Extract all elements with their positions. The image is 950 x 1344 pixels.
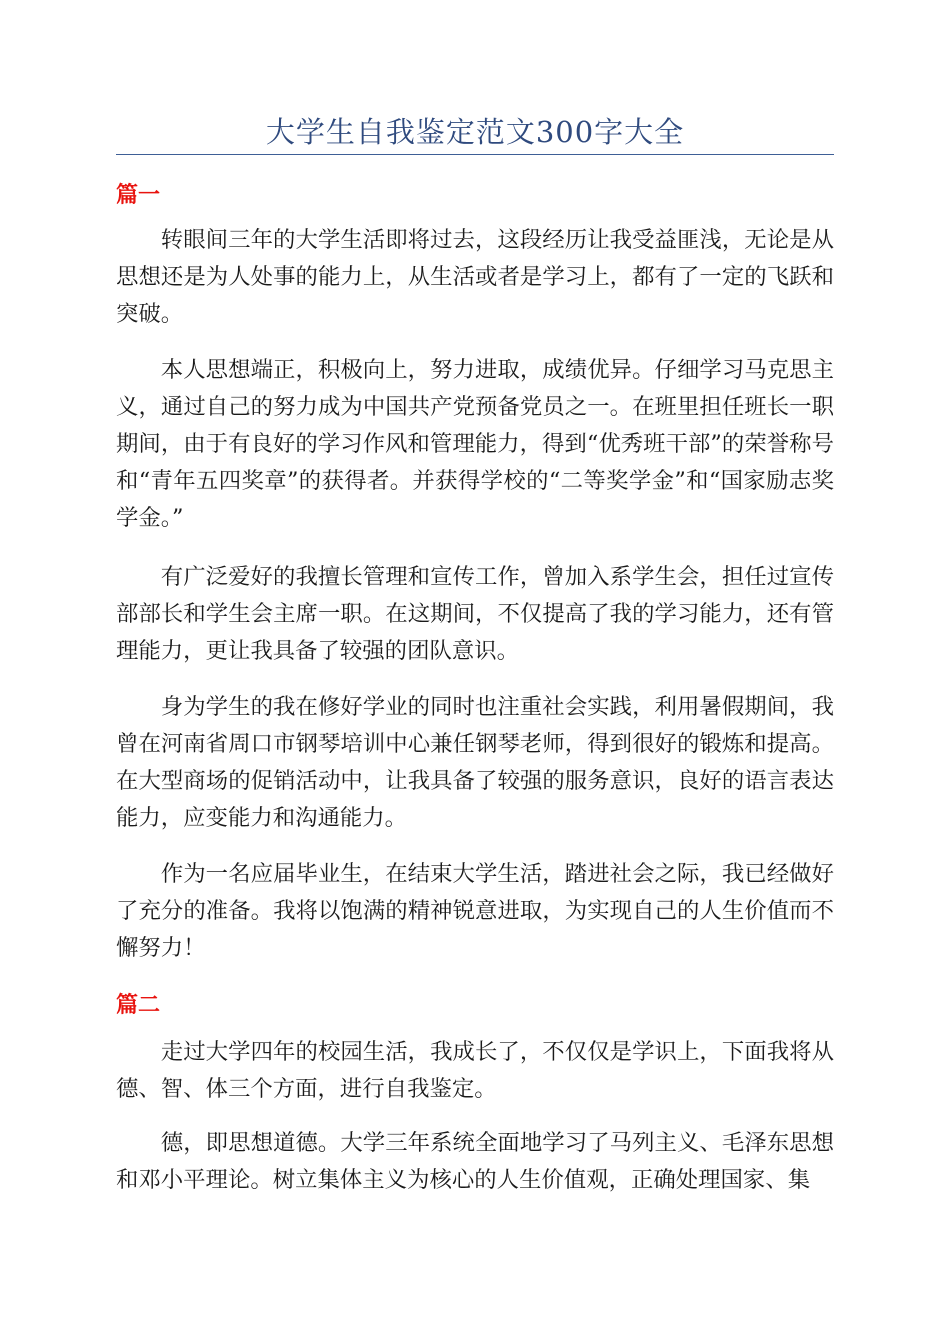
title-underline — [116, 154, 834, 155]
paragraph: 有广泛爱好的我擅长管理和宣传工作，曾加入系学生会，担任过宣传部部长和学生会主席一职。在这期间，不仅提高了我的学习能力，还有管理能力，更让我具备了较强的团队意识。 — [116, 564, 834, 664]
paragraph: 作为一名应届毕业生，在结束大学生活，踏进社会之际，我已经做好了充分的准备。我将以饱满的精神锐意进取，为实现自己的人生价值而不懈努力！ — [116, 861, 834, 961]
paragraph: 转眼间三年的大学生活即将过去，这段经历让我受益匪浅，无论是从思想还是为人处事的能力上，从生活或者是学习上，都有了一定的飞跃和突破。 — [116, 227, 834, 327]
paragraph: 本人思想端正，积极向上，努力进取，成绩优异。仔细学习马克思主义，通过自己的努力成为中国共产党预备党员之一。在班里担任班长一职期间，由于有良好的学习作风和管理能力，得到“优秀班干部”的荣誉称号和“青年五四奖章”的获得者。并获得学校的“二等奖学金”和“国家励志奖学金。” — [116, 357, 834, 531]
section-heading-1: 篇一 — [116, 183, 161, 208]
document-title: 大学生自我鉴定范文300字大全 — [265, 115, 685, 149]
paragraph: 德，即思想道德。大学三年系统全面地学习了马列主义、毛泽东思想和邓小平理论。树立集体主义为核心的人生价值观，正确处理国家、集 — [116, 1130, 834, 1193]
section-heading-2: 篇二 — [116, 993, 161, 1018]
paragraph: 走过大学四年的校园生活，我成长了，不仅仅是学识上，下面我将从德、智、体三个方面，进行自我鉴定。 — [116, 1039, 834, 1102]
paragraph: 身为学生的我在修好学业的同时也注重社会实践，利用暑假期间，我曾在河南省周口市钢琴培训中心兼任钢琴老师，得到很好的锻炼和提高。在大型商场的促销活动中，让我具备了较强的服务意识，良好的语言表达能力，应变能力和沟通能力。 — [116, 694, 834, 831]
